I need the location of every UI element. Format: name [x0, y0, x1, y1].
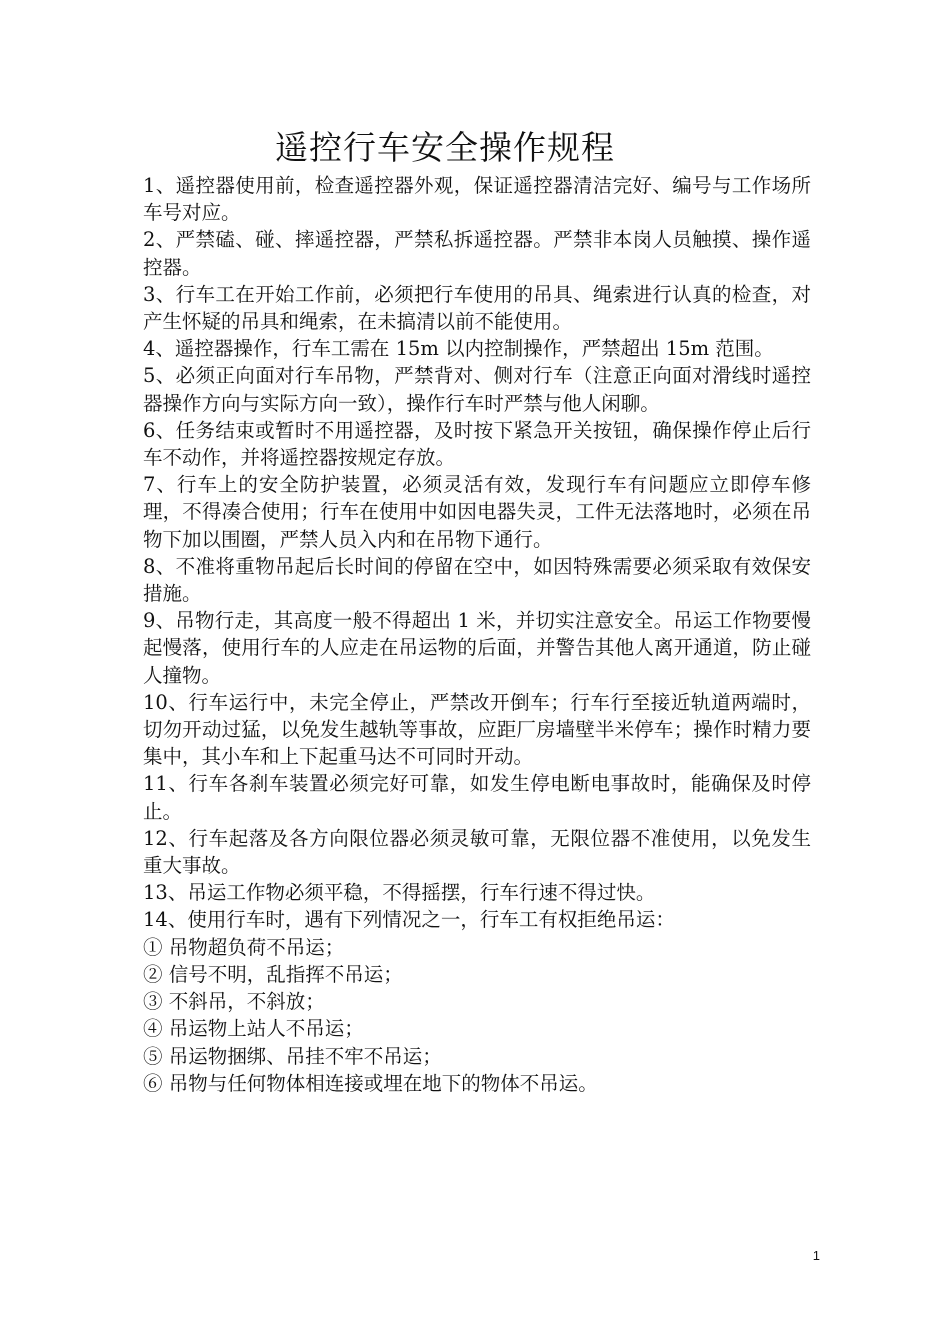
paragraph-3: 3、行车工在开始工作前，必须把行车使用的吊具、绳索进行认真的检查，对产生怀疑的吊具和绳索，在未搞清以前不能使用。	[143, 282, 811, 334]
list-item-6: ⑥ 吊物与任何物体相连接或埋在地下的物体不吊运。	[143, 1071, 598, 1095]
list-item-3: ③ 不斜吊，不斜放；	[143, 990, 325, 1014]
paragraph-10: 10、行车运行中，未完全停止，严禁改开倒车；行车行至接近轨道两端时，切勿开动过猛，以免发生越轨等事故，应距厂房墙壁半米停车；操作时精力要集中，其小车和上下起重马达不可同时开动。	[143, 690, 811, 769]
paragraph-5: 5、必须正向面对行车吊物，严禁背对、侧对行车（注意正向面对滑线时遥控器操作方向与实际方向一致），操作行车时严禁与他人闲聊。	[143, 364, 811, 415]
list-item-5: ⑤ 吊运物捆绑、吊挂不牢不吊运；	[143, 1044, 442, 1068]
paragraph-4: 4、遥控器操作，行车工需在 15m 以内控制操作，严禁超出 15m 范围。	[143, 337, 774, 361]
page-number: 1	[812, 1248, 820, 1263]
paragraph-12: 12、行车起落及各方向限位器必须灵敏可靠，无限位器不准使用，以免发生重大事故。	[143, 826, 811, 878]
paragraph-11: 11、行车各刹车装置必须完好可靠，如发生停电断电事故时，能确保及时停止。	[143, 772, 811, 823]
document-title: 遥控行车安全操作规程	[275, 128, 615, 167]
list-item-2: ② 信号不明，乱指挥不吊运；	[143, 962, 403, 986]
list-item-1: ① 吊物超负荷不吊运；	[143, 935, 345, 959]
document-body	[143, 172, 811, 1097]
paragraph-7: 7、行车上的安全防护装置，必须灵活有效，发现行车有问题应立即停车修理，不得凑合使用；行车在使用中如因电器失灵，工件无法落地时，必须在吊物下加以围圈，严禁人员入内和在吊物下通行。	[143, 473, 811, 551]
list-item-4: ④ 吊运物上站人不吊运；	[143, 1017, 364, 1041]
paragraph-2: 2、严禁磕、碰、摔遥控器，严禁私拆遥控器。严禁非本岗人员触摸、操作遥控器。	[143, 228, 811, 279]
paragraph-13: 13、吊运工作物必须平稳，不得摇摆，行车行速不得过快。	[143, 881, 656, 905]
paragraph-1: 1、遥控器使用前，检查遥控器外观，保证遥控器清洁完好、编号与工作场所车号对应。	[143, 174, 811, 225]
paragraph-6: 6、任务结束或暂时不用遥控器，及时按下紧急开关按钮，确保操作停止后行车不动作，并将遥控器按规定存放。	[143, 418, 811, 470]
paragraph-8: 8、不准将重物吊起后长时间的停留在空中，如因特殊需要必须采取有效保安措施。	[143, 554, 811, 606]
paragraph-9: 9、吊物行走，其高度一般不得超出 1 米，并切实注意安全。吊运工作物要慢起慢落，使用行车的人应走在吊运物的后面，并警告其他人离开通道，防止碰人撞物。	[143, 609, 811, 687]
paragraph-14: 14、使用行车时，遇有下列情况之一，行车工有权拒绝吊运：	[143, 908, 675, 932]
